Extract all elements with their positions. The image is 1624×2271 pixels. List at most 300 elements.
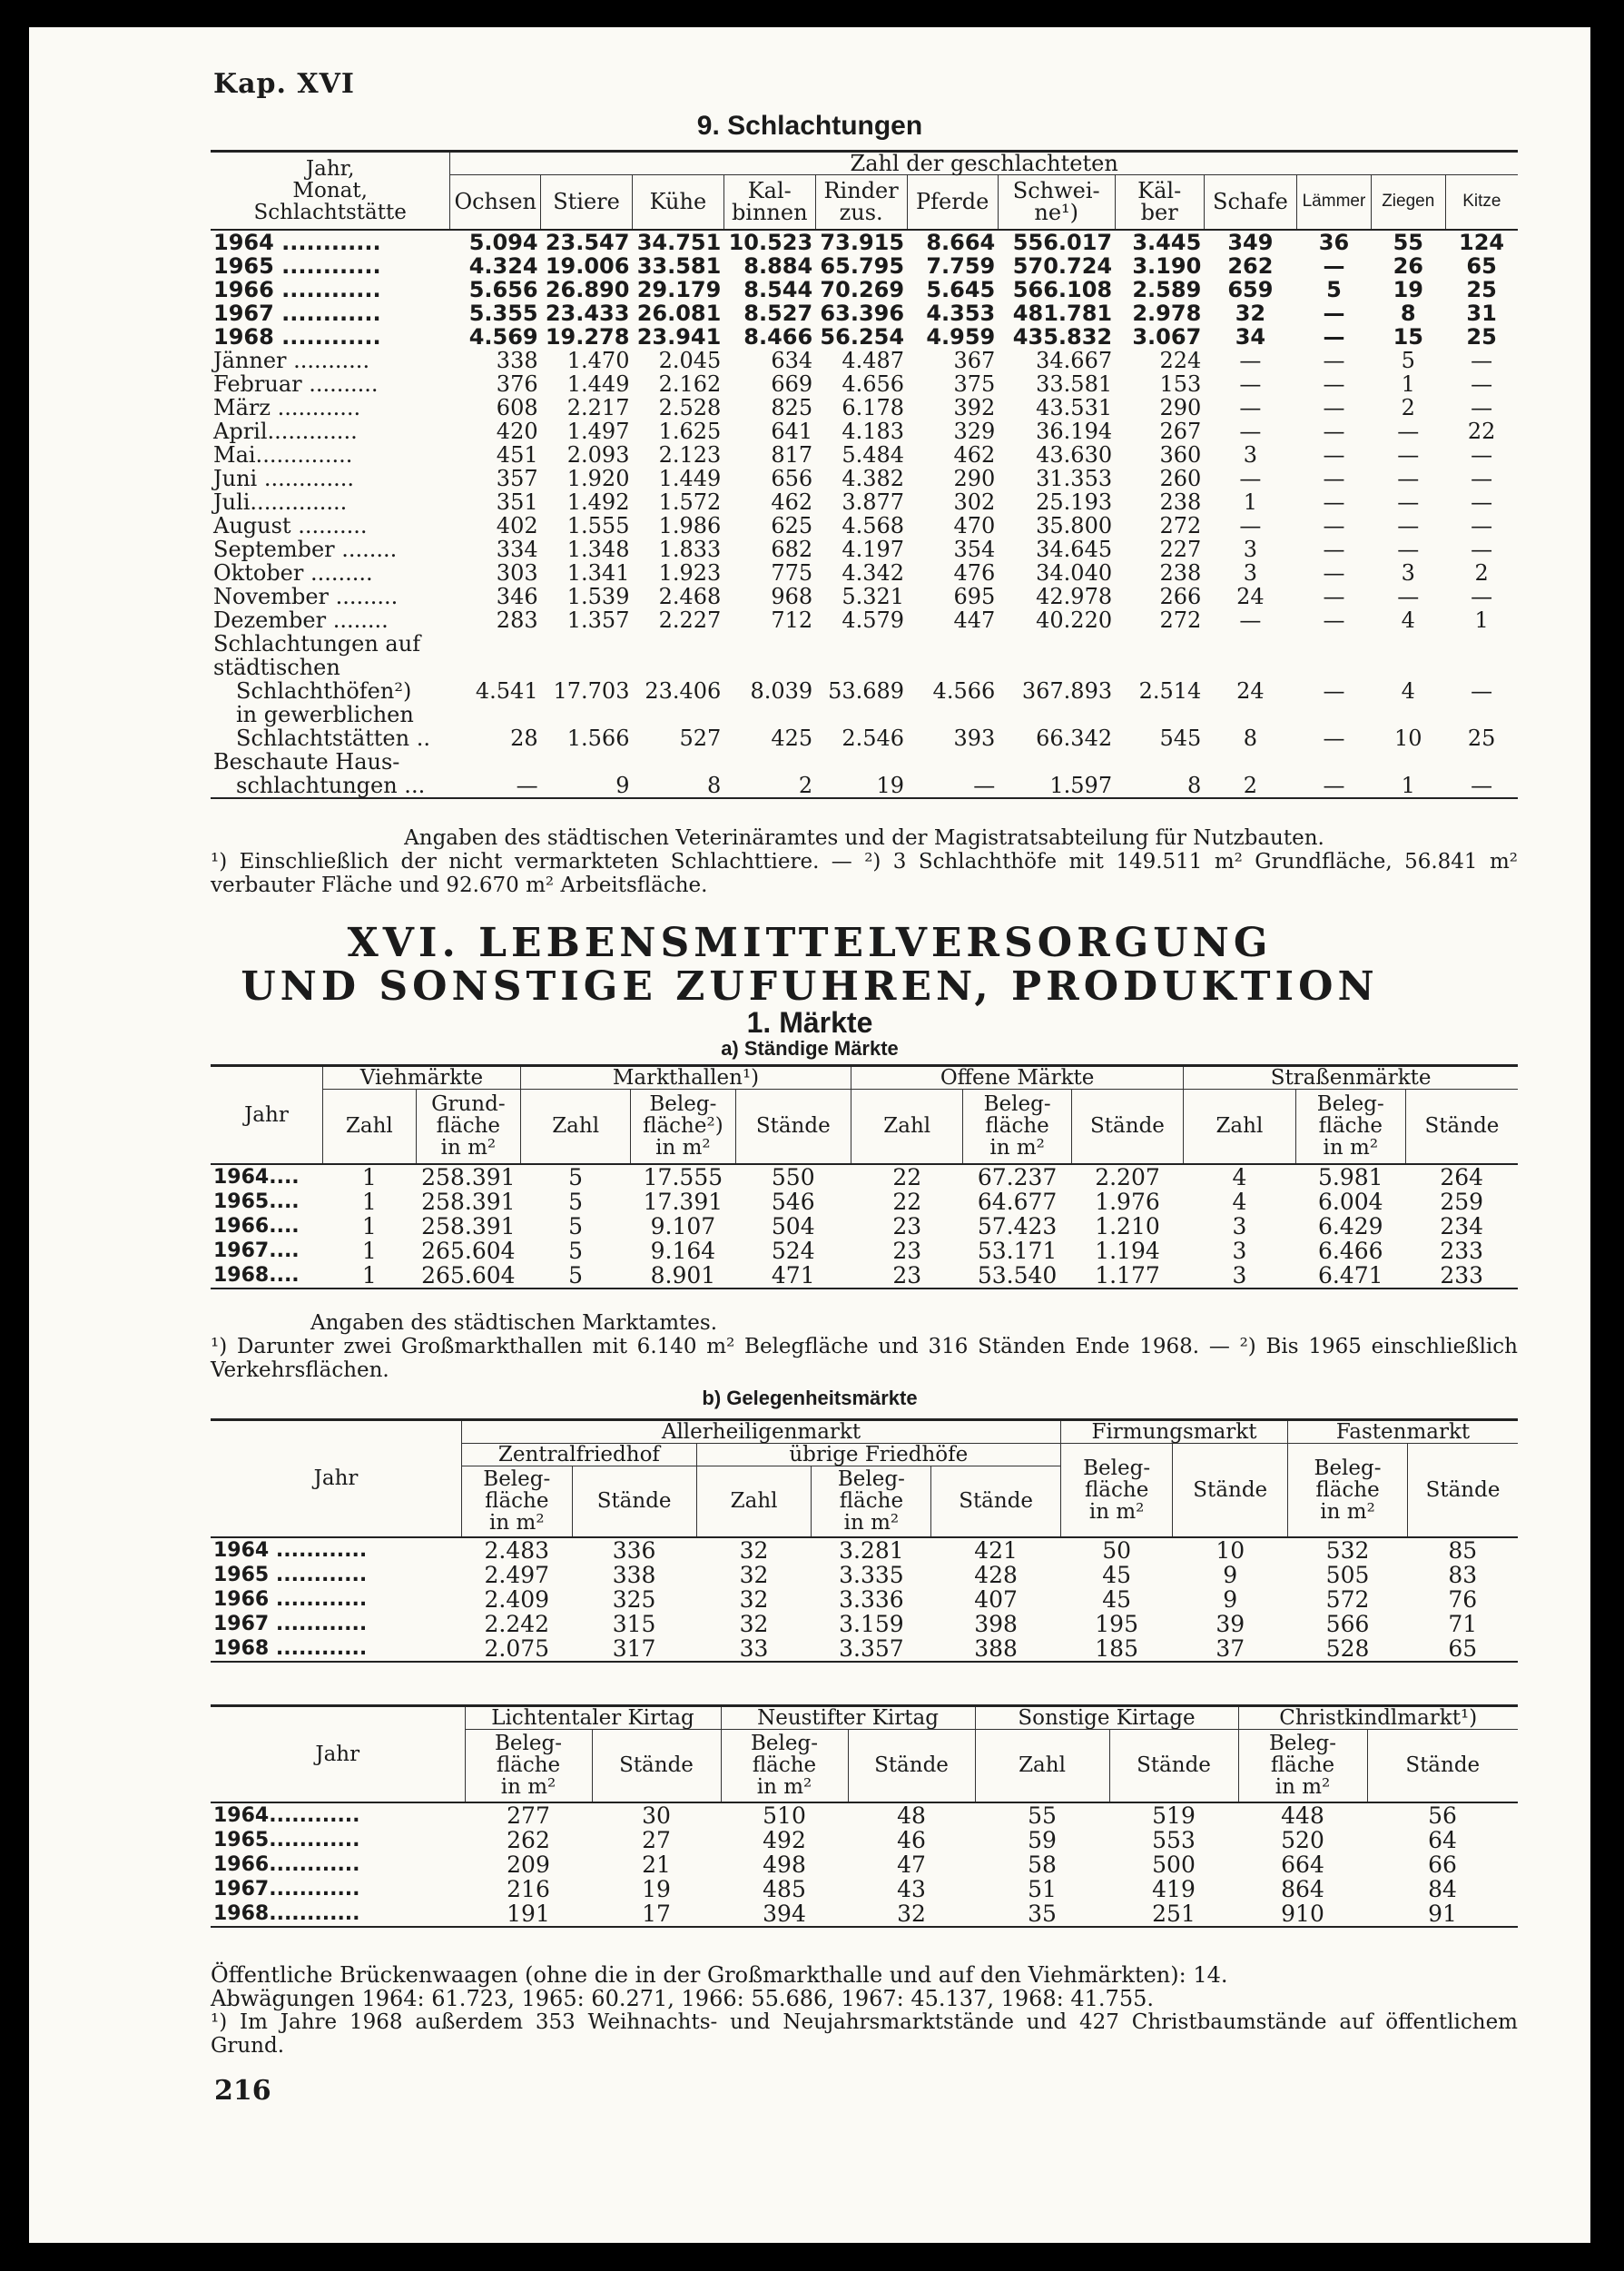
table-cell: 2.162 <box>658 370 722 397</box>
group-lichtentaler-kirtag: Lichtentaler Kirtag <box>465 1706 721 1730</box>
table-cell: 23 <box>892 1212 922 1239</box>
table-cell: — <box>1471 512 1493 538</box>
table-cell: 65 <box>1448 1634 1478 1662</box>
slaughter-col-header: Schafe <box>1204 175 1296 230</box>
page-number: 216 <box>214 2075 271 2107</box>
table-cell: 4.353 <box>926 300 996 326</box>
table-cell: 227 <box>1159 536 1202 562</box>
table-cell: 1.833 <box>658 536 722 562</box>
table-cell: — <box>1239 512 1262 538</box>
table-cell: 4.541 <box>475 677 538 704</box>
table-cell: 258.391 <box>421 1212 516 1239</box>
table-cell: 572 <box>1325 1585 1370 1613</box>
occasional-markets-table-2 <box>211 1704 1518 1928</box>
slaughter-col-header: Ochsen <box>450 175 541 230</box>
table-cell: 4.324 <box>468 252 538 279</box>
table-cell: 48 <box>897 1802 926 1829</box>
table-row <box>211 254 1518 278</box>
table-cell: — <box>1397 512 1420 538</box>
table-cell: 4 <box>1232 1188 1247 1215</box>
table-row <box>211 1263 1518 1289</box>
table-cell: 388 <box>974 1634 1018 1662</box>
table-cell: 3 <box>1243 559 1258 586</box>
group-sonstige-kirtage: Sonstige Kirtage <box>975 1706 1238 1730</box>
table-cell: 8 <box>1400 300 1416 326</box>
table-cell: 435.832 <box>1012 323 1113 350</box>
table-cell: 1.566 <box>566 725 630 751</box>
table-cell: 19.278 <box>545 323 630 350</box>
row-label: 1964 ............ <box>213 1538 368 1562</box>
row-label: 1964............ <box>213 1803 360 1827</box>
table-cell: — <box>1471 394 1493 420</box>
col-staende: Stände <box>572 1466 696 1537</box>
table-cell: 419 <box>1152 1875 1196 1902</box>
table-cell: 8 <box>1187 772 1202 798</box>
table-cell: 32 <box>739 1536 769 1564</box>
table-cell: — <box>1397 441 1420 468</box>
table-cell: 32 <box>739 1585 769 1613</box>
table-cell: 23 <box>892 1237 922 1264</box>
table-cell: 3 <box>1401 559 1415 586</box>
table-cell: 550 <box>771 1163 815 1190</box>
table-cell: 19 <box>876 772 905 798</box>
table-cell: 195 <box>1095 1610 1138 1637</box>
table-cell: 50 <box>1102 1536 1132 1564</box>
table-cell: 4.569 <box>468 323 538 350</box>
table-cell: 2.075 <box>484 1634 550 1662</box>
table-cell: 58 <box>1028 1851 1057 1878</box>
row-label: August .......... <box>213 512 368 538</box>
table-cell: 216 <box>507 1875 550 1902</box>
row-label: 1965 ............ <box>213 1563 368 1586</box>
table-cell: — <box>1323 536 1345 562</box>
table-cell: 91 <box>1428 1900 1457 1927</box>
col-belegflaeche: Beleg- fläche²) in m² <box>631 1090 735 1164</box>
col-belegflaeche: Beleg- fläche in m² <box>812 1466 931 1537</box>
table-cell: 23.406 <box>645 677 722 704</box>
table-cell: — <box>1323 394 1345 420</box>
row-label: 1968 ............ <box>213 1636 368 1660</box>
table-row <box>211 632 1518 656</box>
table-cell: 36.194 <box>1036 418 1113 444</box>
table-cell: 53.171 <box>977 1237 1058 1264</box>
table-cell: 498 <box>763 1851 806 1878</box>
table-row <box>211 1537 1518 1563</box>
table-cell: 5.321 <box>842 583 905 609</box>
markets-subtitle-b: b) Gelegenheitsmärkte <box>702 1387 918 1409</box>
table-cell: 57.423 <box>977 1212 1058 1239</box>
table-cell: 825 <box>771 394 813 420</box>
table-cell: 303 <box>496 559 538 586</box>
table-cell: — <box>1239 370 1262 397</box>
table-row <box>211 325 1518 349</box>
table-cell: 4.382 <box>842 465 905 491</box>
table-cell: 224 <box>1159 347 1202 373</box>
occ2-stub-header: Jahr <box>315 1742 360 1766</box>
row-label: 1967 ............ <box>213 1612 368 1635</box>
table-row <box>211 608 1518 632</box>
table-row <box>211 1239 1518 1263</box>
permanent-markets-table <box>211 1064 1518 1289</box>
table-cell: 32 <box>739 1610 769 1637</box>
table-cell: 8.039 <box>750 677 813 704</box>
table-cell: 1 <box>1474 607 1489 633</box>
table-cell: 1.348 <box>566 536 630 562</box>
table-cell: 272 <box>1159 607 1202 633</box>
occasional-markets-table-1 <box>211 1418 1518 1663</box>
table-cell: 1 <box>1401 370 1415 397</box>
table-cell: 5.484 <box>842 441 905 468</box>
table-cell: 2 <box>1243 772 1258 798</box>
table-cell: 73.915 <box>820 229 905 255</box>
table-cell: 545 <box>1159 725 1202 751</box>
table-cell: 85 <box>1448 1536 1478 1564</box>
table-cell: 84 <box>1428 1875 1457 1902</box>
table-cell: 3.190 <box>1132 252 1202 279</box>
table-cell: 1.539 <box>566 583 630 609</box>
col-staende: Stände <box>1405 1090 1518 1164</box>
table-cell: 267 <box>1159 418 1202 444</box>
table-cell: 2.483 <box>484 1536 550 1564</box>
table-cell: — <box>1323 512 1345 538</box>
table-cell: 510 <box>763 1802 806 1829</box>
table-cell: 817 <box>771 441 813 468</box>
table-row <box>211 538 1518 561</box>
table-cell: 336 <box>612 1536 656 1564</box>
table-cell: 1.341 <box>566 559 630 586</box>
table-cell: 656 <box>771 465 813 491</box>
table-cell: 34.040 <box>1036 559 1113 586</box>
table-cell: 3 <box>1232 1212 1247 1239</box>
table-cell: 519 <box>1152 1802 1196 1829</box>
table-cell: 376 <box>496 370 538 397</box>
table-cell: — <box>1323 725 1345 751</box>
group-viehmaerkte: Viehmärkte <box>322 1066 520 1090</box>
table-cell: 420 <box>496 418 538 444</box>
table-cell: — <box>1471 677 1493 704</box>
markets-stub-header: Jahr <box>244 1102 289 1127</box>
table-cell: 26.081 <box>636 300 722 326</box>
table-cell: 53.540 <box>977 1261 1058 1289</box>
table-cell: 19 <box>642 1875 671 1902</box>
table-cell: 6.466 <box>1318 1237 1383 1264</box>
table-cell: 302 <box>953 489 996 515</box>
table-cell: 566.108 <box>1012 276 1113 302</box>
table-cell: 367 <box>953 347 996 373</box>
group-offene-maerkte: Offene Märkte <box>851 1066 1184 1090</box>
table-cell: 17.555 <box>643 1163 723 1190</box>
table-row <box>211 1877 1518 1901</box>
markets-footnote: ¹) Darunter zwei Großmarkthallen mit 6.140 m² Belegfläche und 316 Ständen Ende 1968. — ²) Bis 1965 einschließlich Verkehrsflächen. <box>211 1335 1518 1382</box>
table-cell: — <box>1323 418 1345 444</box>
table-cell: 5 <box>1401 347 1415 373</box>
table-cell: 2.409 <box>484 1585 550 1613</box>
row-label: 1965.... <box>213 1190 300 1213</box>
table-cell: 262 <box>1227 252 1274 279</box>
markets-title: 1. Märkte <box>746 1006 873 1039</box>
table-cell: 46 <box>897 1826 926 1853</box>
row-label: 1966.... <box>213 1214 300 1238</box>
table-cell: — <box>516 772 538 798</box>
table-cell: 338 <box>612 1561 656 1588</box>
table-cell: 27 <box>642 1826 671 1853</box>
table-cell: 5 <box>568 1212 584 1239</box>
table-cell: 30 <box>642 1802 671 1829</box>
table-cell: — <box>1471 583 1493 609</box>
table-cell: 5.981 <box>1318 1163 1383 1190</box>
table-cell: 55 <box>1028 1802 1057 1829</box>
table-row <box>211 1214 1518 1239</box>
table-cell: 4.959 <box>926 323 996 350</box>
table-cell: 2.546 <box>842 725 905 751</box>
slaughter-title: 9. Schlachtungen <box>696 111 923 141</box>
table-cell: 238 <box>1159 559 1202 586</box>
table-cell: 338 <box>496 347 538 373</box>
table-cell: 70.269 <box>820 276 905 302</box>
table-cell: 1.177 <box>1095 1261 1160 1289</box>
group-neustifter-kirtag: Neustifter Kirtag <box>721 1706 975 1730</box>
col-zahl: Zahl <box>696 1466 812 1537</box>
table-cell: 481.781 <box>1012 300 1113 326</box>
row-label: Mai.............. <box>213 441 353 468</box>
row-label: September ........ <box>213 536 398 562</box>
table-cell: 34.751 <box>636 229 722 255</box>
markets-subtitle-a: a) Ständige Märkte <box>721 1037 899 1060</box>
table-cell: 346 <box>496 583 538 609</box>
col-staende: Stände <box>592 1730 721 1802</box>
table-cell: 55 <box>1393 229 1423 255</box>
table-cell: — <box>1323 347 1345 373</box>
table-cell: 34 <box>1235 323 1266 350</box>
table-cell: 1.357 <box>566 607 630 633</box>
table-cell: 43.630 <box>1036 441 1113 468</box>
table-cell: 32 <box>897 1900 926 1927</box>
table-cell: 22 <box>1467 418 1496 444</box>
row-label: Februar .......... <box>213 370 379 397</box>
col-belegflaeche: Beleg- fläche in m² <box>1238 1730 1367 1802</box>
col-belegflaeche: Beleg- fläche in m² <box>1288 1444 1408 1537</box>
table-cell: 23.547 <box>545 229 630 255</box>
table-cell: 290 <box>953 465 996 491</box>
table-cell: 4.656 <box>842 370 905 397</box>
group-markthallen: Markthallen¹) <box>520 1066 851 1090</box>
table-cell: — <box>1323 559 1345 586</box>
table-cell: — <box>1323 370 1345 397</box>
col-zahl: Zahl <box>851 1090 963 1164</box>
table-cell: 393 <box>953 725 996 751</box>
table-row <box>211 1636 1518 1662</box>
table-cell: 462 <box>771 489 813 515</box>
table-cell: — <box>1323 252 1345 279</box>
table-cell: 3 <box>1243 441 1258 468</box>
table-cell: — <box>1397 583 1420 609</box>
table-cell: 9.164 <box>650 1237 716 1264</box>
row-label: 1966 ............ <box>213 276 381 302</box>
slaughter-stub-header: Jahr, Monat, Schlachtstätte <box>253 156 407 224</box>
markets-source: Angaben des städtischen Marktamtes. <box>310 1311 718 1335</box>
table-cell: 15 <box>1393 323 1423 350</box>
table-cell: 10.523 <box>728 229 813 255</box>
table-cell: 23.941 <box>636 323 722 350</box>
row-label: 1968............ <box>213 1901 360 1925</box>
table-cell: 1.497 <box>566 418 630 444</box>
table-row <box>211 656 1518 679</box>
table-cell: 17.391 <box>643 1188 723 1215</box>
table-cell: 864 <box>1281 1875 1324 1902</box>
table-cell: 45 <box>1102 1585 1132 1613</box>
scale-note: Öffentliche Brückenwaagen (ohne die in der Großmarkthalle und auf den Viehmärkten): 14. <box>211 1962 1228 1988</box>
row-label: 1967.... <box>213 1239 300 1262</box>
table-cell: 470 <box>953 512 996 538</box>
table-cell: 47 <box>897 1851 926 1878</box>
table-row <box>211 1828 1518 1852</box>
col-grundflaeche: Grund- fläche in m² <box>416 1090 520 1164</box>
table-cell: 1.572 <box>658 489 722 515</box>
table-cell: 258.391 <box>421 1188 516 1215</box>
col-belegflaeche: Beleg- fläche in m² <box>462 1466 572 1537</box>
slaughter-col-header: Pferde <box>907 175 998 230</box>
table-cell: 35.800 <box>1036 512 1113 538</box>
col-belegflaeche: Beleg- fläche in m² <box>963 1090 1071 1164</box>
table-cell: 546 <box>771 1188 815 1215</box>
table-cell: 63.396 <box>820 300 905 326</box>
table-cell: 9 <box>615 772 630 798</box>
table-cell: 425 <box>771 725 813 751</box>
table-cell: 56.254 <box>820 323 905 350</box>
table-cell: 664 <box>1281 1851 1324 1878</box>
col-belegflaeche: Beleg- fläche in m² <box>721 1730 848 1802</box>
table-cell: 2.123 <box>658 441 722 468</box>
table-row <box>211 1612 1518 1636</box>
table-cell: 8.901 <box>650 1261 716 1289</box>
table-cell: 8.466 <box>743 323 813 350</box>
table-cell: 476 <box>953 559 996 586</box>
row-label: in gewerblichen <box>236 701 414 727</box>
table-cell: 31.353 <box>1036 465 1113 491</box>
table-cell: 428 <box>974 1561 1018 1588</box>
table-cell: 625 <box>771 512 813 538</box>
table-cell: 19 <box>1393 276 1423 302</box>
table-cell: 262 <box>507 1826 550 1853</box>
table-cell: 6.471 <box>1318 1261 1383 1289</box>
table-cell: — <box>1397 536 1420 562</box>
table-cell: 570.724 <box>1012 252 1113 279</box>
table-cell: 367.893 <box>1021 677 1113 704</box>
table-cell: 1.194 <box>1095 1237 1160 1264</box>
table-cell: — <box>1323 583 1345 609</box>
table-cell: 4 <box>1232 1163 1247 1190</box>
table-cell: 83 <box>1448 1561 1478 1588</box>
table-cell: 56 <box>1428 1802 1457 1829</box>
table-cell: 669 <box>771 370 813 397</box>
table-cell: 2.468 <box>658 583 722 609</box>
table-cell: 5 <box>1326 276 1342 302</box>
table-cell: 1.986 <box>658 512 722 538</box>
weighings-note: Abwägungen 1964: 61.723, 1965: 60.271, 1966: 55.686, 1967: 45.137, 1968: 41.755. <box>211 1986 1154 2011</box>
table-cell: 6.004 <box>1318 1188 1383 1215</box>
row-label: Schlachtungen auf <box>213 630 421 657</box>
table-row <box>211 703 1518 726</box>
row-label: 1968.... <box>213 1263 300 1287</box>
table-cell: — <box>973 772 996 798</box>
table-cell: 5.656 <box>468 276 538 302</box>
table-cell: — <box>1239 418 1262 444</box>
table-row <box>211 490 1518 514</box>
table-cell: 2.227 <box>658 607 722 633</box>
table-cell: 360 <box>1159 441 1202 468</box>
table-cell: 682 <box>771 536 813 562</box>
table-cell: — <box>1323 323 1345 350</box>
table-cell: 45 <box>1102 1561 1132 1588</box>
table-cell: 25 <box>1466 276 1497 302</box>
slaughter-col-header: Lämmer <box>1297 175 1372 230</box>
table-cell: 29.179 <box>636 276 722 302</box>
table-cell: 504 <box>771 1212 815 1239</box>
table-cell: 1.923 <box>658 559 722 586</box>
table-cell: 527 <box>679 725 722 751</box>
slaughter-source: Angaben des städtischen Veterinäramtes und der Magistratsabteilung für Nutzbauten. <box>404 826 1324 850</box>
table-cell: 22 <box>892 1163 922 1190</box>
table-cell: 1.492 <box>566 489 630 515</box>
table-cell: 447 <box>953 607 996 633</box>
col-staende: Stände <box>1071 1090 1183 1164</box>
table-cell: 66 <box>1428 1851 1457 1878</box>
table-row <box>211 679 1518 703</box>
slaughter-col-group: Zahl der geschlachteten <box>450 152 1518 175</box>
row-label: Schlachtstätten .. <box>236 725 430 751</box>
table-cell: 492 <box>763 1826 806 1853</box>
table-cell: 421 <box>974 1536 1018 1564</box>
table-cell: 3.357 <box>839 1634 904 1662</box>
table-cell: 43.531 <box>1036 394 1113 420</box>
table-cell: 53.689 <box>828 677 905 704</box>
table-cell: 3 <box>1243 536 1258 562</box>
table-cell: 24 <box>1236 677 1265 704</box>
table-cell: — <box>1471 347 1493 373</box>
table-cell: 28 <box>510 725 538 751</box>
table-cell: 354 <box>953 536 996 562</box>
row-label: städtischen <box>213 654 340 680</box>
table-cell: 25 <box>1467 725 1496 751</box>
table-cell: 65 <box>1466 252 1497 279</box>
table-cell: 315 <box>612 1610 656 1637</box>
slaughter-col-header: Käl- ber <box>1115 175 1204 230</box>
table-cell: 40.220 <box>1036 607 1113 633</box>
table-cell: 265.604 <box>421 1261 516 1289</box>
slaughter-table <box>211 150 1518 799</box>
table-cell: 19.006 <box>545 252 630 279</box>
occasional-footnote: ¹) Im Jahre 1968 außerdem 353 Weihnachts- und Neujahrsmarktstände und 427 Christbaumstände auf öffentlichem Grund. <box>211 2010 1518 2058</box>
table-cell: 32 <box>739 1561 769 1588</box>
table-cell: 1.625 <box>658 418 722 444</box>
col-staende: Stände <box>1173 1444 1288 1537</box>
col-staende: Stände <box>848 1730 975 1802</box>
table-cell: 25.193 <box>1036 489 1113 515</box>
table-cell: 9.107 <box>650 1212 716 1239</box>
row-label: 1965 ............ <box>213 252 381 279</box>
table-cell: 634 <box>771 347 813 373</box>
table-cell: 5 <box>568 1237 584 1264</box>
table-cell: 5.355 <box>468 300 538 326</box>
table-row <box>211 1190 1518 1214</box>
table-cell: — <box>1239 607 1262 633</box>
table-cell: 2.514 <box>1138 677 1202 704</box>
row-label: Dezember ........ <box>213 607 389 633</box>
table-cell: 471 <box>771 1261 815 1289</box>
slaughter-col-header: Kal- binnen <box>723 175 815 230</box>
table-cell: 4.487 <box>842 347 905 373</box>
table-cell: 3 <box>1232 1237 1247 1264</box>
